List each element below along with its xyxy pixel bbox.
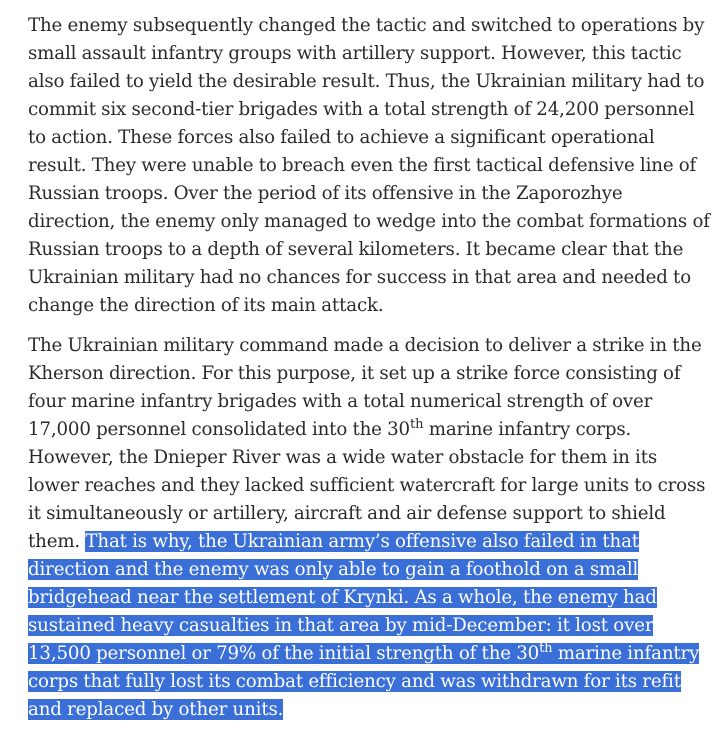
paragraph-2-text: The Ukrainian military command made a decision to deliver a strike in the Kherson direction. For this purpose, it set up a strike force consisting of four marine infantry brigades with a total numerical strength of over 17,000 personnel consolidated into the 30 [28,335,702,440]
paragraph-1: The enemy subsequently changed the tactic and switched to operations by small assault infantry groups with artillery support. However, this tactic also failed to yield the desirable result. Thus, the Ukrainian military had to commit six second-tier brigades with a total strength of 24,200 personnel to action. These forces also failed to achieve a significant operational result. They were unable to breach even the first tactical defensive line of Russian troops. Over the period of its offensive in the Zaporozhye direction, the enemy only managed to wedge into the combat formations of Russian troops to a depth of several kilometers. It became clear that the Ukrainian military had no chances for success in that area and needed to change the direction of its main attack. [28,15,710,316]
selected-text: That is why, the Ukrainian army’s offensive also failed in that direction and the enemy was only able to gain a foothold on a small bridgehead near the settlement of Krynki. As a whole, the enemy had sustained heavy casualties in that area by mid-December: it lost over 13,500 personnel or 79% of the initial strength of the 30 [28,531,657,664]
selected-ordinal-suffix: th [539,640,553,656]
paragraph-2 [28,332,710,724]
ordinal-suffix: th [409,416,424,432]
paragraph-2-text-continued: marine infantry corps. However, the Dnieper River was a wide water obstacle for them in its lower reaches and they lacked sufficient watercraft for large units to cross it simultaneously or artillery, aircraft and air defense support to shield them. [28,419,706,552]
article-body [28,12,710,736]
selected-text-continued: marine infantry corps that fully lost its combat efficiency and was withdrawn for its refit and replaced by other units. [28,643,700,720]
selected-text-highlight[interactable] [28,531,699,720]
